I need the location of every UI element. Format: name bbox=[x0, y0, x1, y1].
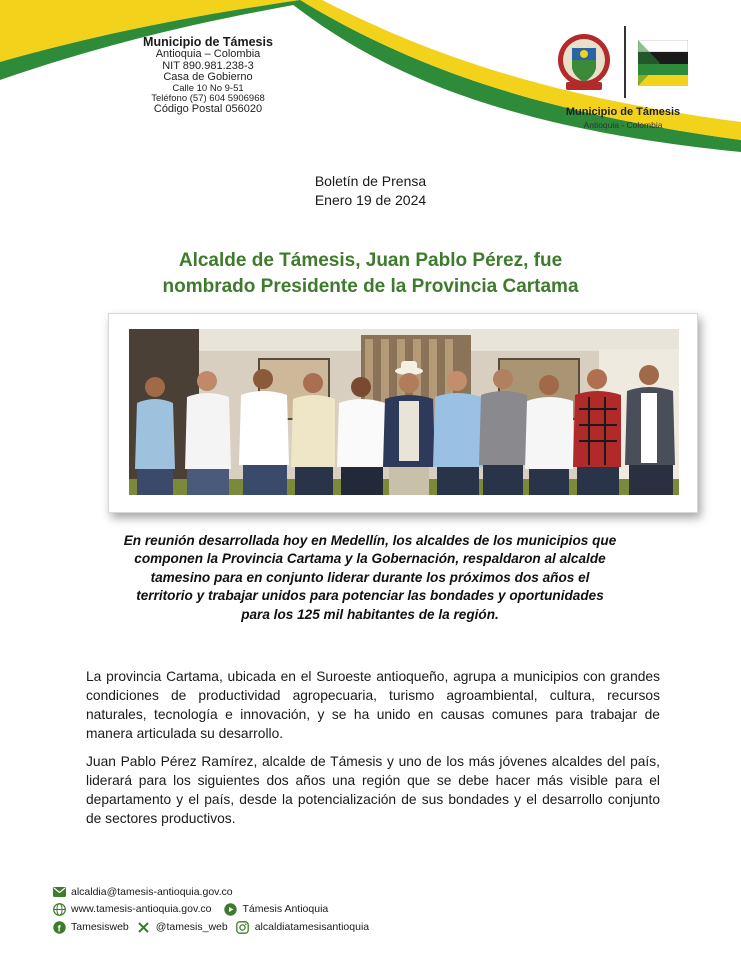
footer-youtube-link[interactable]: Támesis Antioquia bbox=[242, 903, 329, 915]
body-paragraph-1: La provincia Cartama, ubicada en el Suroeste antioqueño, agrupa a municipios con grandes condiciones de productividad agropecuaria, turismo agroambiental, cultura, recursos naturales, tecnología e innovación, y se ha unido en causas comunes para trabajar de manera articulada su desarrollo. bbox=[86, 669, 660, 742]
bulletin-date: Enero 19 de 2024 bbox=[314, 191, 427, 208]
body-paragraph-2: Juan Pablo Pérez Ramírez, alcalde de Támesis y uno de los más jóvenes alcaldes del país, liderará para los siguientes dos años una región que se debe hacer más visible para el departamento y el país, desde la potencialización de sus bondades y el desarrollo conjunto de sectores productivos. bbox=[86, 754, 660, 827]
postal-text: Código Postal 056020 bbox=[153, 102, 263, 115]
footer-email-row bbox=[52, 885, 233, 899]
lead-line-3: tamesino para en conjunto liderar durante los próximos dos años el bbox=[150, 569, 590, 585]
envelope-icon bbox=[52, 885, 66, 899]
lead-line-1: En reunión desarrollada hoy en Medellín, los alcaldes de los municipios que bbox=[123, 533, 617, 548]
press-headline bbox=[60, 248, 681, 299]
coat-of-arms-icon bbox=[556, 30, 612, 96]
x-icon bbox=[137, 920, 151, 934]
lead-line-4: territorio y trabajar unidos para potenciar las bondades y oportunidades bbox=[136, 588, 604, 604]
globe-icon bbox=[52, 902, 66, 916]
footer-social-row bbox=[52, 920, 369, 934]
region-text: Antioquia – Colombia bbox=[155, 48, 261, 61]
municipality-info bbox=[116, 36, 300, 115]
phone-text: Teléfono (57) 604 5906968 bbox=[151, 92, 265, 104]
footer-x-link[interactable]: @tamesis_web bbox=[155, 921, 228, 933]
footer-web-link[interactable]: www.tamesis-antioquia.gov.co bbox=[71, 903, 212, 915]
svg-text:f: f bbox=[57, 922, 61, 933]
footer-email-link[interactable]: alcaldia@tamesis-antioquia.gov.co bbox=[71, 886, 233, 898]
municipal-flag-icon bbox=[638, 40, 688, 86]
municipality-logo bbox=[548, 26, 698, 136]
logo-title: Municipio de Támesis bbox=[565, 106, 681, 118]
youtube-icon bbox=[223, 902, 237, 916]
headline-line-2: nombrado Presidente de la Provincia Cartama bbox=[162, 275, 579, 297]
lead-paragraph bbox=[70, 532, 670, 624]
bulletin-heading bbox=[0, 172, 741, 210]
nit-text: NIT 890.981.238-3 bbox=[162, 59, 254, 72]
instagram-icon bbox=[236, 920, 250, 934]
bulletin-type: Boletín de Prensa bbox=[314, 173, 427, 189]
lead-line-5: para los 125 mil habitantes de la región. bbox=[241, 606, 499, 622]
headline-line-1: Alcalde de Támesis, Juan Pablo Pérez, fue bbox=[178, 250, 563, 271]
municipality-name: Municipio de Támesis bbox=[143, 35, 273, 49]
lead-line-2: componen la Provincia Cartama y la Gobernación, respaldaron al alcalde bbox=[134, 551, 606, 567]
logo-subtitle: Antioquia - Colombia bbox=[583, 120, 663, 130]
group-photo-frame bbox=[108, 313, 698, 513]
footer-facebook-link[interactable]: Tamesisweb bbox=[71, 921, 129, 933]
footer-instagram-link[interactable]: alcaldiatamesisantioquia bbox=[254, 921, 370, 933]
address-text: Calle 10 No 9-51 bbox=[172, 82, 244, 94]
logo-divider bbox=[624, 26, 626, 98]
facebook-icon bbox=[52, 920, 66, 934]
group-photo bbox=[129, 329, 679, 495]
office-text: Casa de Gobierno bbox=[163, 71, 253, 84]
group-photo-illustration bbox=[129, 329, 679, 495]
footer-web-row bbox=[52, 902, 328, 916]
